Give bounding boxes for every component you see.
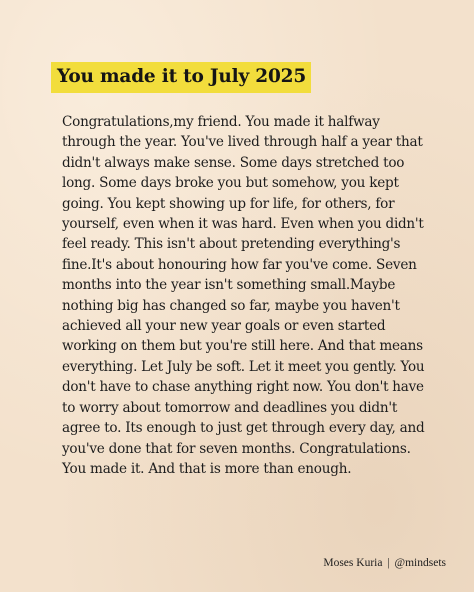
author-handle: @mindsets	[394, 557, 446, 569]
body-line: nothing big has changed so far, maybe you haven't	[62, 297, 400, 314]
body-line: don't have to chase anything right now. You don't have	[62, 379, 424, 396]
footer-credit	[323, 557, 446, 569]
body-line: fine.It's about honouring how far you've come. Seven	[62, 256, 417, 273]
body-line: through the year. You've lived through half a year that	[62, 134, 423, 151]
body-line: agree to. Its enough to just get through every day, and	[62, 420, 425, 437]
body-line: months into the year isn't something small.Maybe	[62, 277, 396, 294]
title-highlight	[51, 62, 311, 93]
body-line: Congratulations,my friend. You made it halfway	[62, 114, 380, 130]
body-line: yourself, even when it was hard. Even when you didn't	[62, 216, 424, 233]
body-line: everything. Let July be soft. Let it meet you gently. You	[62, 358, 425, 375]
footer-separator: |	[387, 557, 390, 569]
author-name: Moses Kuria	[323, 557, 383, 569]
body-line: feel ready. This isn't about pretending everything's	[62, 236, 401, 253]
body-text	[62, 112, 425, 479]
body-line: achieved all your new year goals or even started	[62, 318, 386, 335]
body-line: working on them but you're still here. And that means	[62, 338, 423, 355]
body-line: you've done that for seven months. Congratulations.	[62, 440, 411, 457]
body-line: long. Some days broke you but somehow, you kept	[62, 175, 399, 192]
page-title: You made it to July 2025	[57, 66, 306, 88]
body-line: to worry about tomorrow and deadlines you didn't	[62, 399, 398, 416]
body-line: didn't always make sense. Some days stretched too	[62, 154, 405, 171]
body-line: You made it. And that is more than enough.	[62, 460, 352, 477]
body-line: going. You kept showing up for life, for others, for	[62, 195, 395, 212]
